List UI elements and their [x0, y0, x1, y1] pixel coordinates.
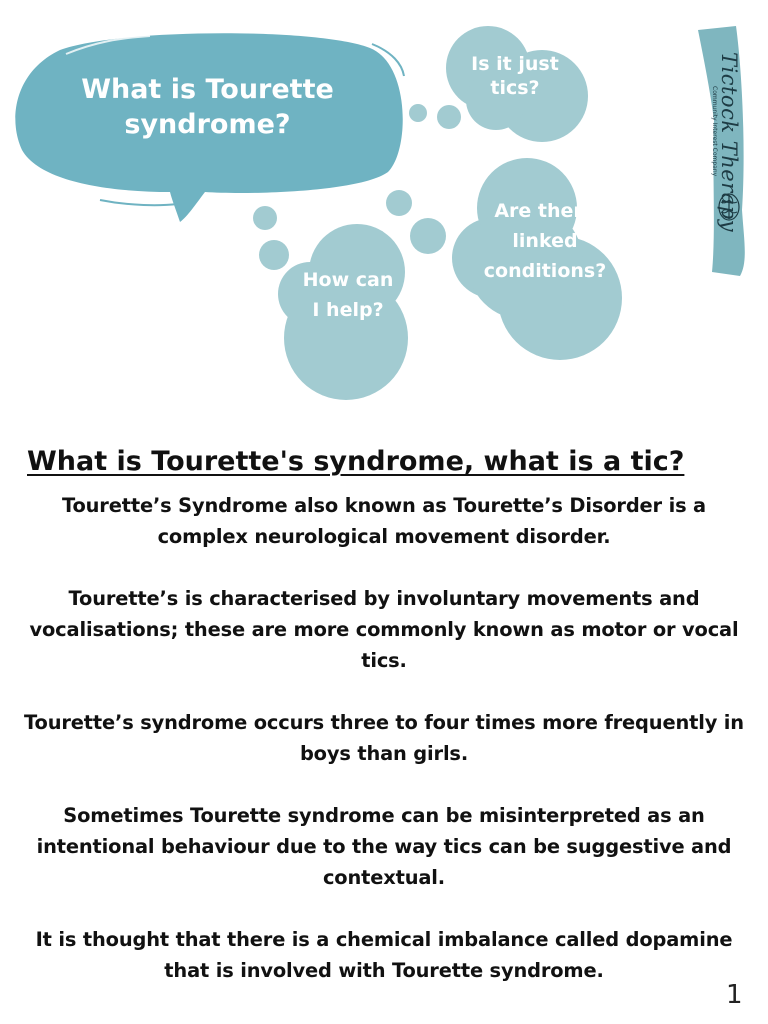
tics-question-text: Is it just tics? — [471, 53, 559, 99]
thought-dot — [386, 190, 412, 216]
paragraph: Tourette’s is characterised by involuntary movements and vocalisations; these are more commonly known as motor or vocal tics. — [29, 587, 739, 672]
linked-conditions-question-text: Are there linked conditions? — [483, 200, 607, 283]
thought-dot — [253, 206, 277, 230]
thought-dot — [410, 218, 446, 254]
brand-logo-tagline: Community Interest Company — [711, 86, 718, 177]
body-text — [20, 490, 748, 1017]
paragraph: Tourette’s syndrome occurs three to four times more frequently in boys than girls. — [24, 711, 744, 765]
brand-logo-name: Tictock Therapy — [717, 52, 741, 233]
thought-dot — [437, 105, 461, 129]
thought-dot — [409, 104, 427, 122]
page-number: 1 — [726, 980, 743, 1010]
paragraph: Tourette’s Syndrome also known as Tourette’s Disorder is a complex neurological movement disorder. — [61, 494, 706, 548]
section-heading: What is Tourette's syndrome, what is a tic? — [27, 446, 685, 477]
paragraph: Sometimes Tourette syndrome can be misinterpreted as an intentional behaviour due to the way tics can be suggestive and contextual. — [36, 804, 732, 889]
paragraph: It is thought that there is a chemical imbalance called dopamine that is involved with Tourette syndrome. — [35, 928, 733, 982]
help-question-text: How can I help? — [302, 269, 394, 322]
thought-dot — [259, 240, 289, 270]
main-question-text: What is Tourette syndrome? — [81, 74, 334, 141]
thought-bubbles-illustration — [0, 0, 768, 420]
